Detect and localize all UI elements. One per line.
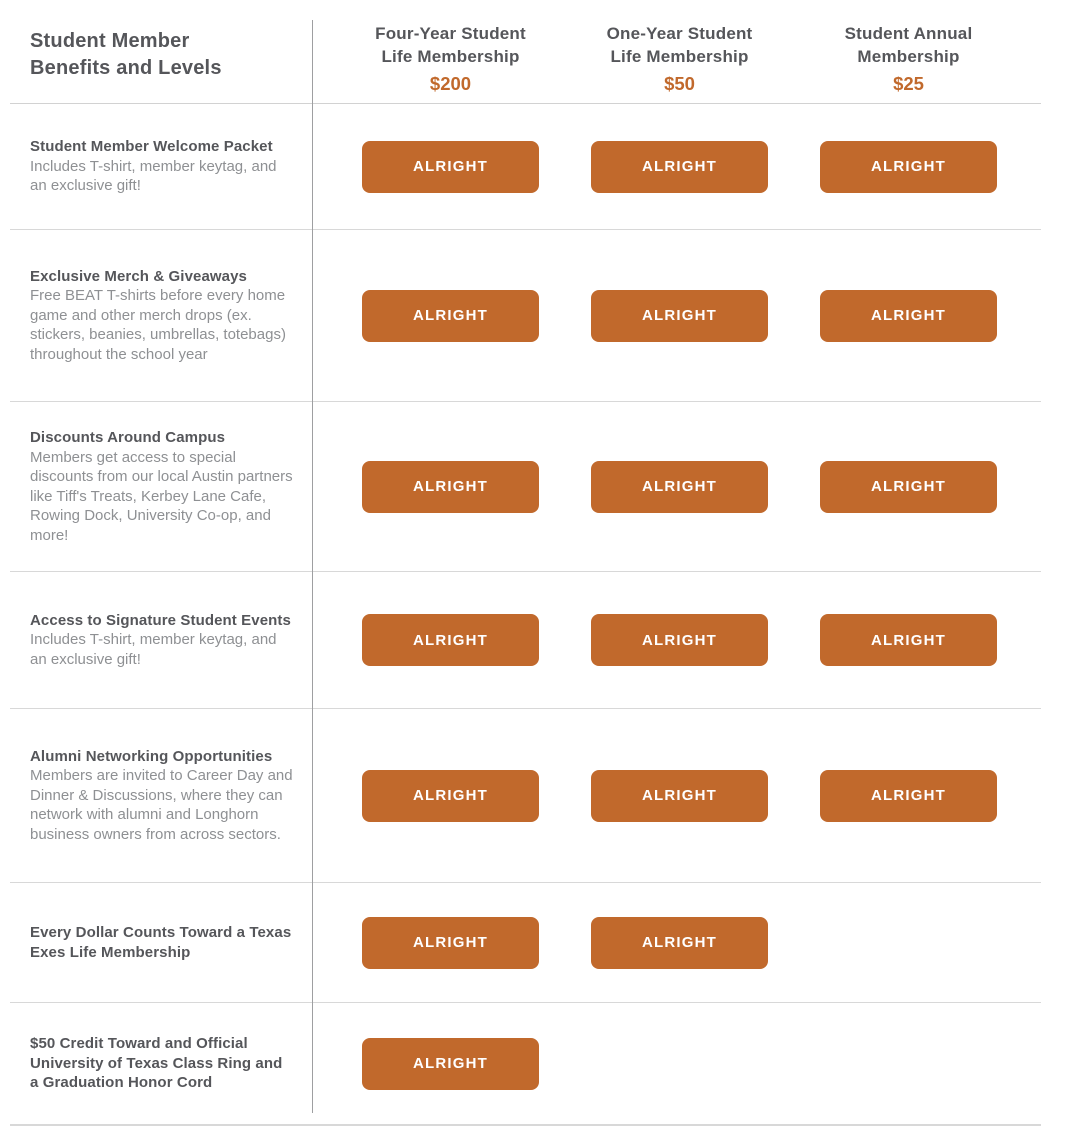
benefit-description: Includes T-shirt, member keytag, and an exclusive gift! xyxy=(30,157,277,195)
table-header xyxy=(10,0,1041,104)
plan-cells xyxy=(336,104,1023,229)
plan-cell-four-year xyxy=(336,461,565,513)
alright-button[interactable]: ALRIGHT xyxy=(820,770,997,822)
benefit-row xyxy=(10,104,1041,230)
plan-cells xyxy=(336,709,1023,882)
page-title-line1: Student Member xyxy=(30,30,190,52)
plan-cell-one-year xyxy=(565,141,794,193)
plan-cell-one-year xyxy=(565,917,794,969)
plan-cell-one-year xyxy=(565,770,794,822)
alright-button[interactable]: ALRIGHT xyxy=(820,290,997,342)
benefit-cell xyxy=(10,428,313,545)
benefit-title: $50 Credit Toward and Official University of Texas Class Ring and a Graduation Honor Cord xyxy=(30,1035,283,1092)
plan-cell-one-year xyxy=(565,461,794,513)
plan-name-line2: Life Membership xyxy=(381,47,520,66)
alright-button[interactable]: ALRIGHT xyxy=(591,141,768,193)
plan-cell-one-year xyxy=(565,614,794,666)
plan-cell-annual xyxy=(794,614,1023,666)
plan-headers xyxy=(336,0,1023,103)
plan-name xyxy=(336,22,565,68)
table-title-cell xyxy=(10,0,313,103)
plan-cells xyxy=(336,230,1023,401)
benefit-title: Every Dollar Counts Toward a Texas Exes Life Membership xyxy=(30,924,292,961)
alright-button[interactable]: ALRIGHT xyxy=(591,614,768,666)
benefit-cell xyxy=(10,747,313,845)
column-divider-line xyxy=(312,20,313,1113)
plan-name-line2: Membership xyxy=(857,47,960,66)
benefit-description: Members get access to special discounts from our local Austin partners like Tiff's Treats, Kerbey Lane Cafe, Rowing Dock, University Co-op, and more! xyxy=(30,448,293,544)
alright-button[interactable]: ALRIGHT xyxy=(820,141,997,193)
alright-button[interactable]: ALRIGHT xyxy=(362,461,539,513)
alright-button[interactable]: ALRIGHT xyxy=(820,614,997,666)
alright-button[interactable]: ALRIGHT xyxy=(591,770,768,822)
plan-cell-annual xyxy=(794,770,1023,822)
plan-name xyxy=(794,22,1023,68)
plan-name-line1: Student Annual xyxy=(844,24,973,43)
benefit-description: Includes T-shirt, member keytag, and an exclusive gift! xyxy=(30,631,277,668)
plan-cell-annual xyxy=(794,141,1023,193)
benefit-description: Members are invited to Career Day and Dinner & Discussions, where they can network with alumni and Longhorn business owners from across sectors. xyxy=(30,767,293,843)
plan-cell-annual xyxy=(794,290,1023,342)
plan-cells xyxy=(336,883,1023,1002)
benefit-title: Discounts Around Campus xyxy=(30,429,226,446)
alright-button[interactable]: ALRIGHT xyxy=(591,461,768,513)
alright-button[interactable]: ALRIGHT xyxy=(591,290,768,342)
plan-name xyxy=(565,22,794,68)
benefit-rows xyxy=(0,104,1066,1126)
plan-cell-one-year xyxy=(565,290,794,342)
benefit-description: Free BEAT T-shirts before every home game and other merch drops (ex. stickers, beanies, umbrellas, totebags) throughout the school year xyxy=(30,287,286,363)
plan-price: $50 xyxy=(664,73,695,94)
plan-cell-four-year xyxy=(336,290,565,342)
plan-cell-four-year xyxy=(336,141,565,193)
plan-cells xyxy=(336,1003,1023,1124)
alright-button[interactable]: ALRIGHT xyxy=(362,770,539,822)
benefit-cell xyxy=(10,137,313,196)
benefit-row xyxy=(10,402,1041,572)
benefit-title: Exclusive Merch & Giveaways xyxy=(30,267,247,285)
benefit-row xyxy=(10,1003,1041,1126)
alright-button[interactable]: ALRIGHT xyxy=(362,917,539,969)
benefit-cell xyxy=(10,1034,313,1093)
benefit-cell xyxy=(10,267,313,365)
page-title-line2: Benefits and Levels xyxy=(30,57,222,79)
plan-name-line2: Life Membership xyxy=(610,47,749,66)
alright-button[interactable]: ALRIGHT xyxy=(820,461,997,513)
plan-cells xyxy=(336,572,1023,708)
benefit-row xyxy=(10,572,1041,709)
alright-button[interactable]: ALRIGHT xyxy=(362,141,539,193)
benefit-title: Alumni Networking Opportunities xyxy=(30,747,273,765)
benefit-title: Student Member Welcome Packet xyxy=(30,138,273,156)
plan-cell-annual xyxy=(794,461,1023,513)
plan-cells xyxy=(336,402,1023,571)
plan-cell-four-year xyxy=(336,770,565,822)
page-title xyxy=(30,28,295,82)
alright-button[interactable]: ALRIGHT xyxy=(362,614,539,666)
benefit-title: Access to Signature Student Events xyxy=(30,611,291,629)
plan-header-annual xyxy=(794,0,1023,103)
plan-cell-four-year xyxy=(336,1038,565,1090)
benefit-row xyxy=(10,709,1041,883)
alright-button[interactable]: ALRIGHT xyxy=(362,290,539,342)
alright-button[interactable]: ALRIGHT xyxy=(362,1038,539,1090)
plan-price: $25 xyxy=(893,73,924,94)
benefit-row xyxy=(10,230,1041,402)
plan-price: $200 xyxy=(429,73,472,94)
plan-header-four-year xyxy=(336,0,565,103)
plan-cell-four-year xyxy=(336,917,565,969)
plan-name-line1: One-Year Student xyxy=(606,24,753,43)
plan-cell-four-year xyxy=(336,614,565,666)
benefit-cell xyxy=(10,611,313,670)
alright-button[interactable]: ALRIGHT xyxy=(591,917,768,969)
benefit-row xyxy=(10,883,1041,1003)
plan-header-one-year xyxy=(565,0,794,103)
plan-name-line1: Four-Year Student xyxy=(375,24,526,43)
benefit-cell xyxy=(10,923,313,962)
